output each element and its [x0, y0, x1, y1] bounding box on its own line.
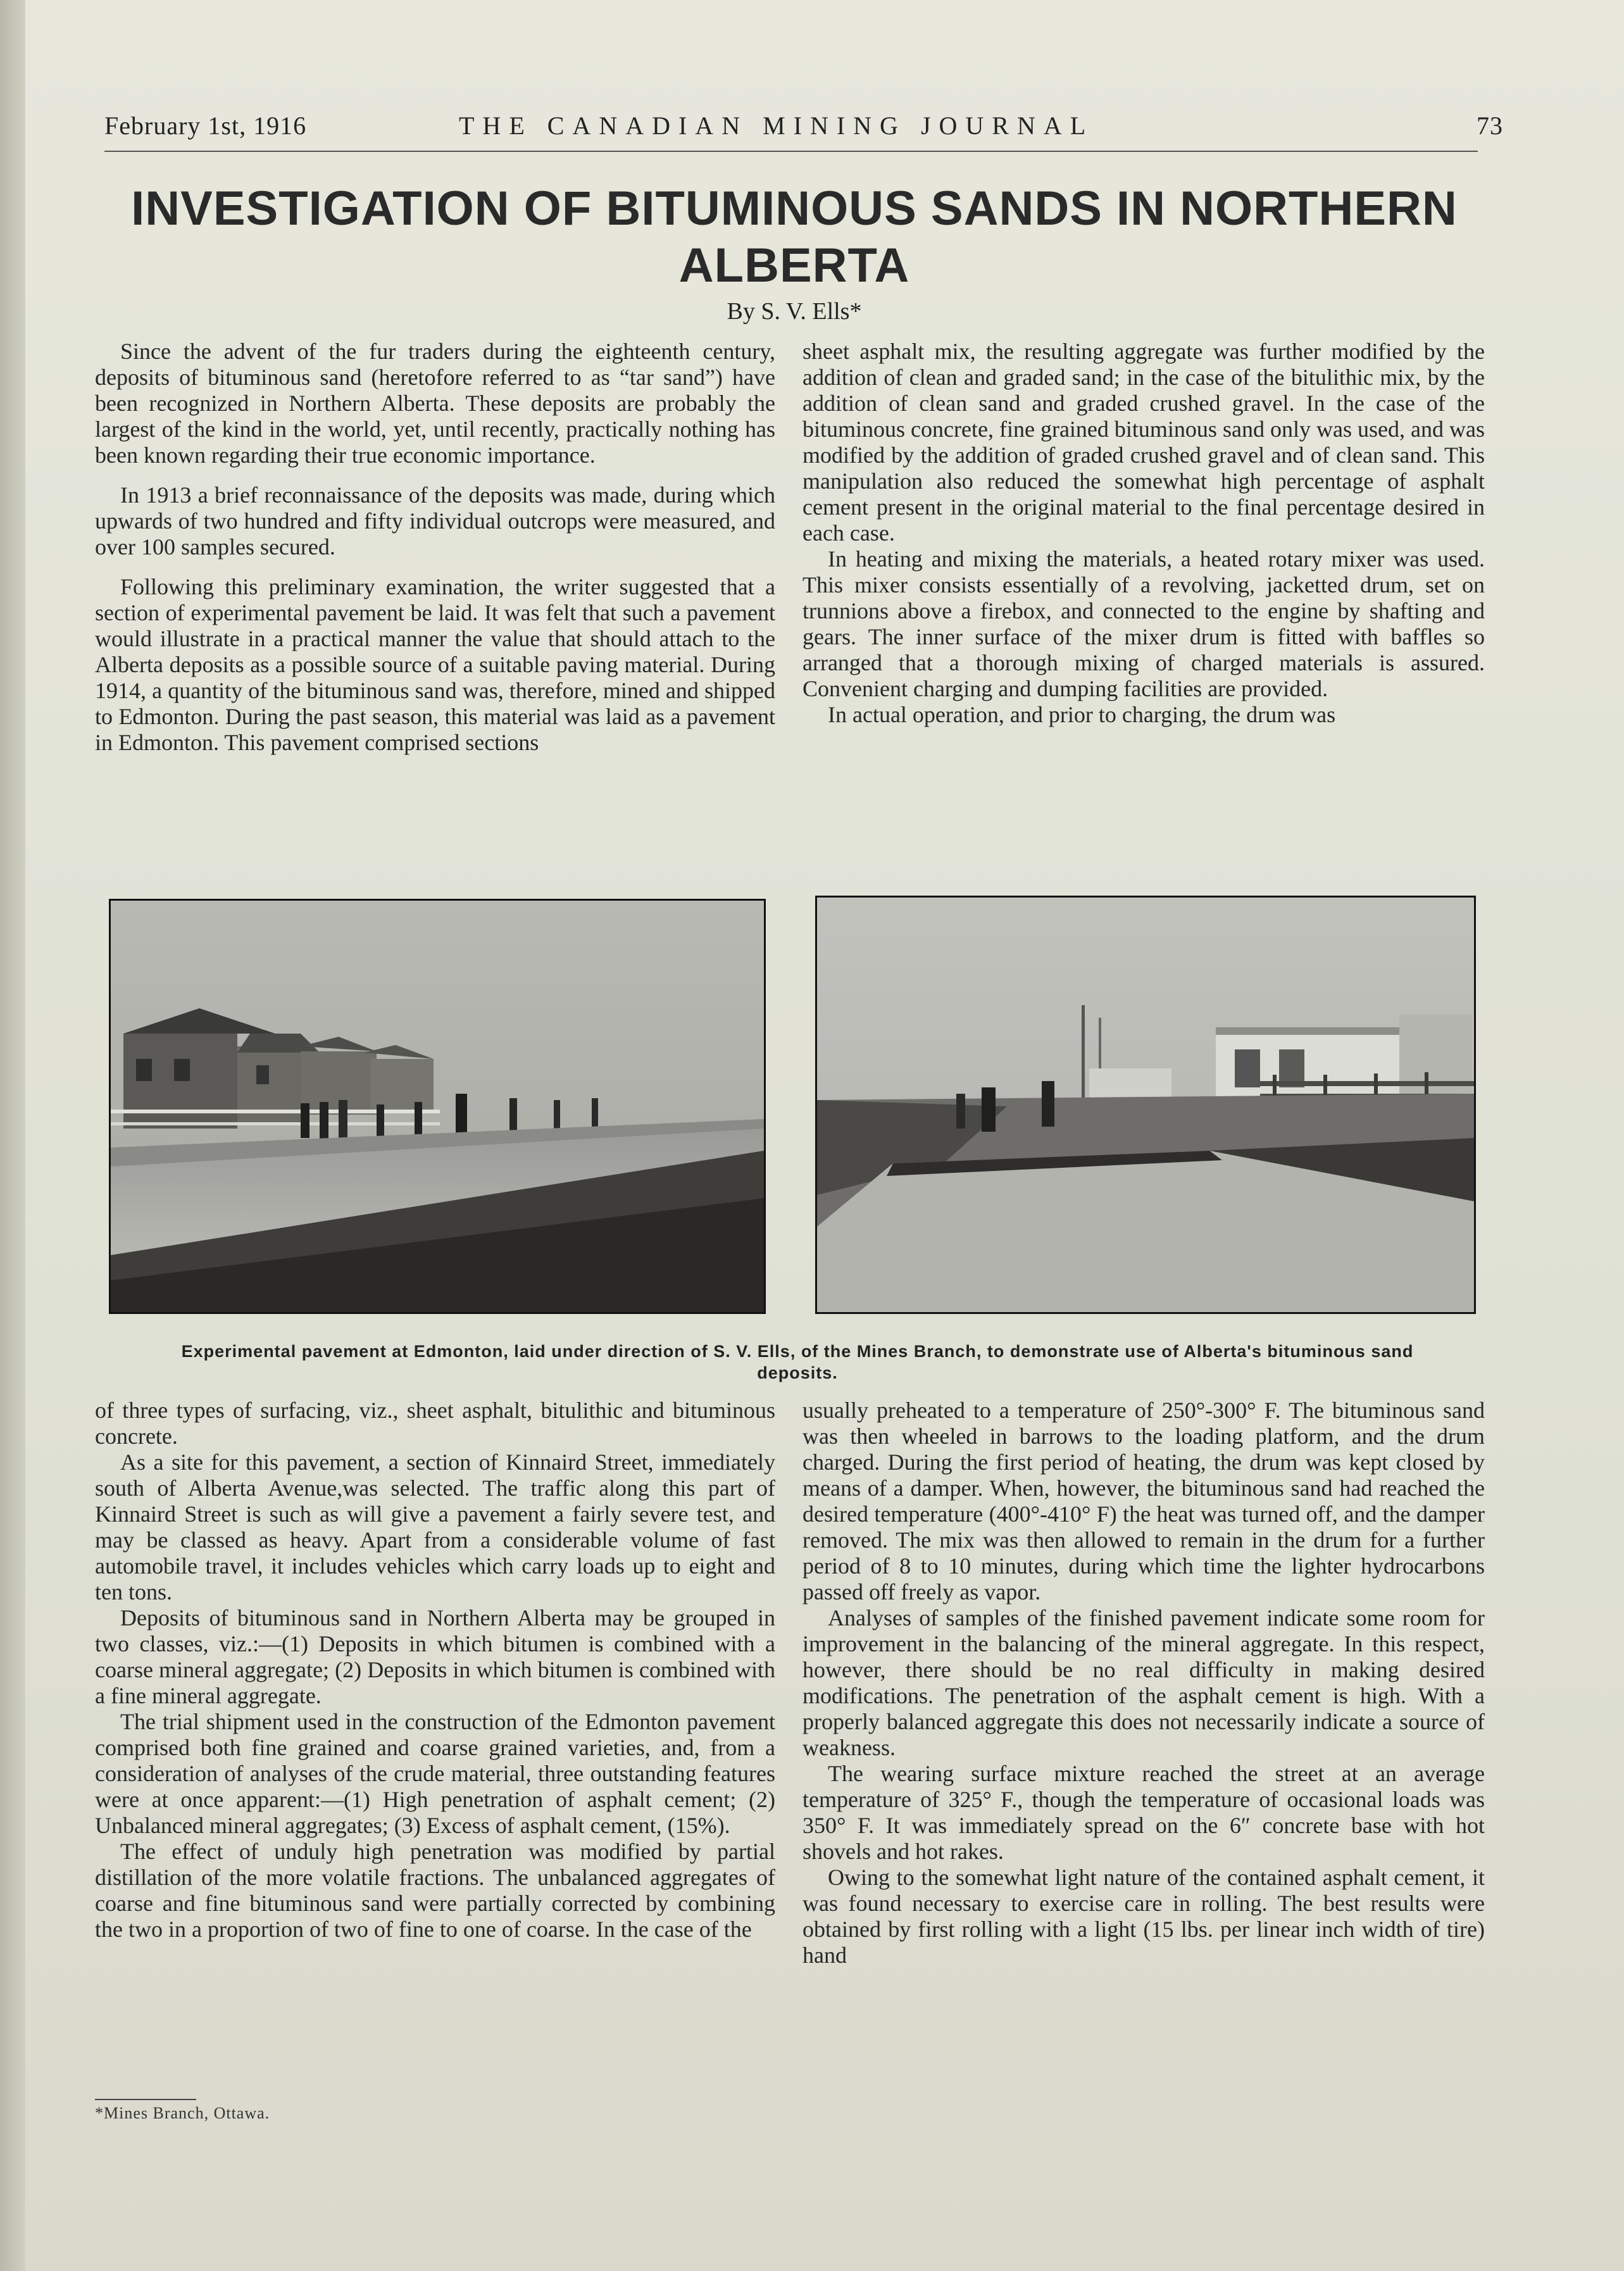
- paragraph: usually preheated to a temperature of 250°-300° F. The bituminous sand was then wheeled in barrows to the loading platform, and the drum charged. During the first period of heating, the drum was kept closed by means of a damper. When, however, the bituminous sand had reached the desired temperature (400°-410° F) the heat was turned off, and the damper removed. The mix was then allowed to remain in the drum for a further period of 8 to 10 minutes, during which time the lighter hydrocarbons passed off freely as vapor.: [803, 1398, 1485, 1605]
- paragraph: Following this preliminary examination, the writer suggested that a section of experimental pavement be laid. It was felt that such a pavement would illustrate in a practical manner the value that should attach to the Alberta deposits as a possible source of a suitable paving material. During 1914, a quantity of the bituminous sand was, therefore, mined and shipped to Edmonton. During the past season, this material was laid as a pavement in Edmonton. This pavement comprised sections: [95, 574, 775, 755]
- paragraph: Analyses of samples of the finished pavement indicate some room for improvement in the balancing of the mineral aggregate. In this respect, however, there should be no real difficulty in making desired modifications. The penetration of the asphalt cement is high. With a properly balanced aggregate this does not necessarily indicate a source of weakness.: [803, 1605, 1485, 1760]
- footnote: *Mines Branch, Ottawa.: [95, 2104, 270, 2122]
- pavement-photo-right: [815, 896, 1476, 1314]
- page-number: 73: [1477, 111, 1503, 140]
- paragraph: Owing to the somewhat light nature of the contained asphalt cement, it was found necessary to exercise care in rolling. The best results were obtained by first rolling with a light (15 lbs. per linear inch width of tire) hand: [803, 1865, 1485, 1968]
- column-top-left: [95, 339, 775, 756]
- issue-date: February 1st, 1916: [104, 111, 307, 140]
- pavement-photo-left: [109, 899, 766, 1314]
- paragraph: Deposits of bituminous sand in Northern Alberta may be grouped in two classes, viz.:—(1) Deposits in which bitumen is combined with a coarse mineral aggregate; (2) Deposits in which bitumen is combined with a fine mineral aggregate.: [95, 1605, 775, 1708]
- article-byline: By S. V. Ells*: [727, 298, 862, 325]
- paragraph: Since the advent of the fur traders during the eighteenth century, deposits of bituminous sand (heretofore referred to as “tar sand”) have been recognized in Northern Alberta. These deposits are probably the largest of the kind in the world, yet, until recently, practically nothing has been known regarding their true economic importance.: [95, 339, 775, 468]
- article-title: INVESTIGATION OF BITUMINOUS SANDS IN NORTHERN ALBERTA: [131, 182, 1458, 292]
- page-binding-edge: [0, 0, 25, 2271]
- workers-raking-pavement-image: [817, 898, 1474, 1312]
- journal-name: THE CANADIAN MINING JOURNAL: [459, 111, 1094, 140]
- paragraph: sheet asphalt mix, the resulting aggregate was further modified by the addition of clean and graded sand; in the case of the bitulithic mix, by the addition of clean sand and graded crushed gravel. In the case of the bituminous concrete, fine grained bituminous sand only was used, and was modified by the addition of graded crushed gravel and of clean sand. This manipulation also reduced the somewhat high percentage of asphalt cement present in the original material to the final percentage desired in each case.: [803, 339, 1485, 546]
- column-bottom-right: [803, 1398, 1485, 1968]
- paragraph: In heating and mixing the materials, a heated rotary mixer was used. This mixer consists essentially of a revolving, jacketted drum, set on trunnions above a firebox, and connected to the engine by shafting and gears. The inner surface of the mixer drum is fitted with baffles so arranged that a thorough mixing of charged materials is assured. Convenient charging and dumping facilities are provided.: [803, 546, 1485, 701]
- column-top-right: [803, 339, 1485, 728]
- paragraph: The effect of unduly high penetration was modified by partial distillation of the more volatile fractions. The unbalanced aggregates of coarse and fine bituminous sand were partially corrected by combining the two in a proportion of two of fine to one of coarse. In the case of the: [95, 1839, 775, 1942]
- paragraph: of three types of surfacing, viz., sheet asphalt, bitulithic and bituminous concrete.: [95, 1398, 775, 1449]
- footnote-rule: [95, 2099, 196, 2100]
- running-header: [104, 111, 1503, 149]
- paragraph: In actual operation, and prior to charging, the drum was: [828, 702, 1336, 727]
- header-rule: [104, 151, 1478, 152]
- paragraph: The wearing surface mixture reached the street at an average temperature of 325° F., though the temperature of occasional loads was 350° F. It was immediately spread on the 6″ concrete base with hot shovels and hot rakes.: [803, 1761, 1485, 1864]
- column-bottom-left: [95, 1398, 775, 1943]
- paragraph: In 1913 a brief reconnaissance of the deposits was made, during which upwards of two hundred and fifty individual outcrops were measured, and over 100 samples secured.: [95, 482, 775, 560]
- figure-caption: Experimental pavement at Edmonton, laid under direction of S. V. Ells, of the Mines Branch, to demonstrate use of Alberta's bituminous sand deposits.: [181, 1342, 1414, 1382]
- street-scene-houses-image: [111, 901, 764, 1312]
- paragraph: As a site for this pavement, a section of Kinnaird Street, immediately south of Alberta Avenue,was selected. The traffic along this part of Kinnaird Street is such as will give a pavement a fairly severe test, and may be classed as heavy. Apart from a considerable volume of fast automobile travel, it includes vehicles which carry loads up to eight and ten tons.: [95, 1449, 775, 1605]
- paragraph: The trial shipment used in the construction of the Edmonton pavement comprised both fine grained and coarse grained varieties, and, from a consideration of analyses of the crude material, three outstanding features were at once apparent:—(1) High penetration of asphalt cement; (2) Unbalanced mineral aggregates; (3) Excess of asphalt cement, (15%).: [95, 1709, 775, 1838]
